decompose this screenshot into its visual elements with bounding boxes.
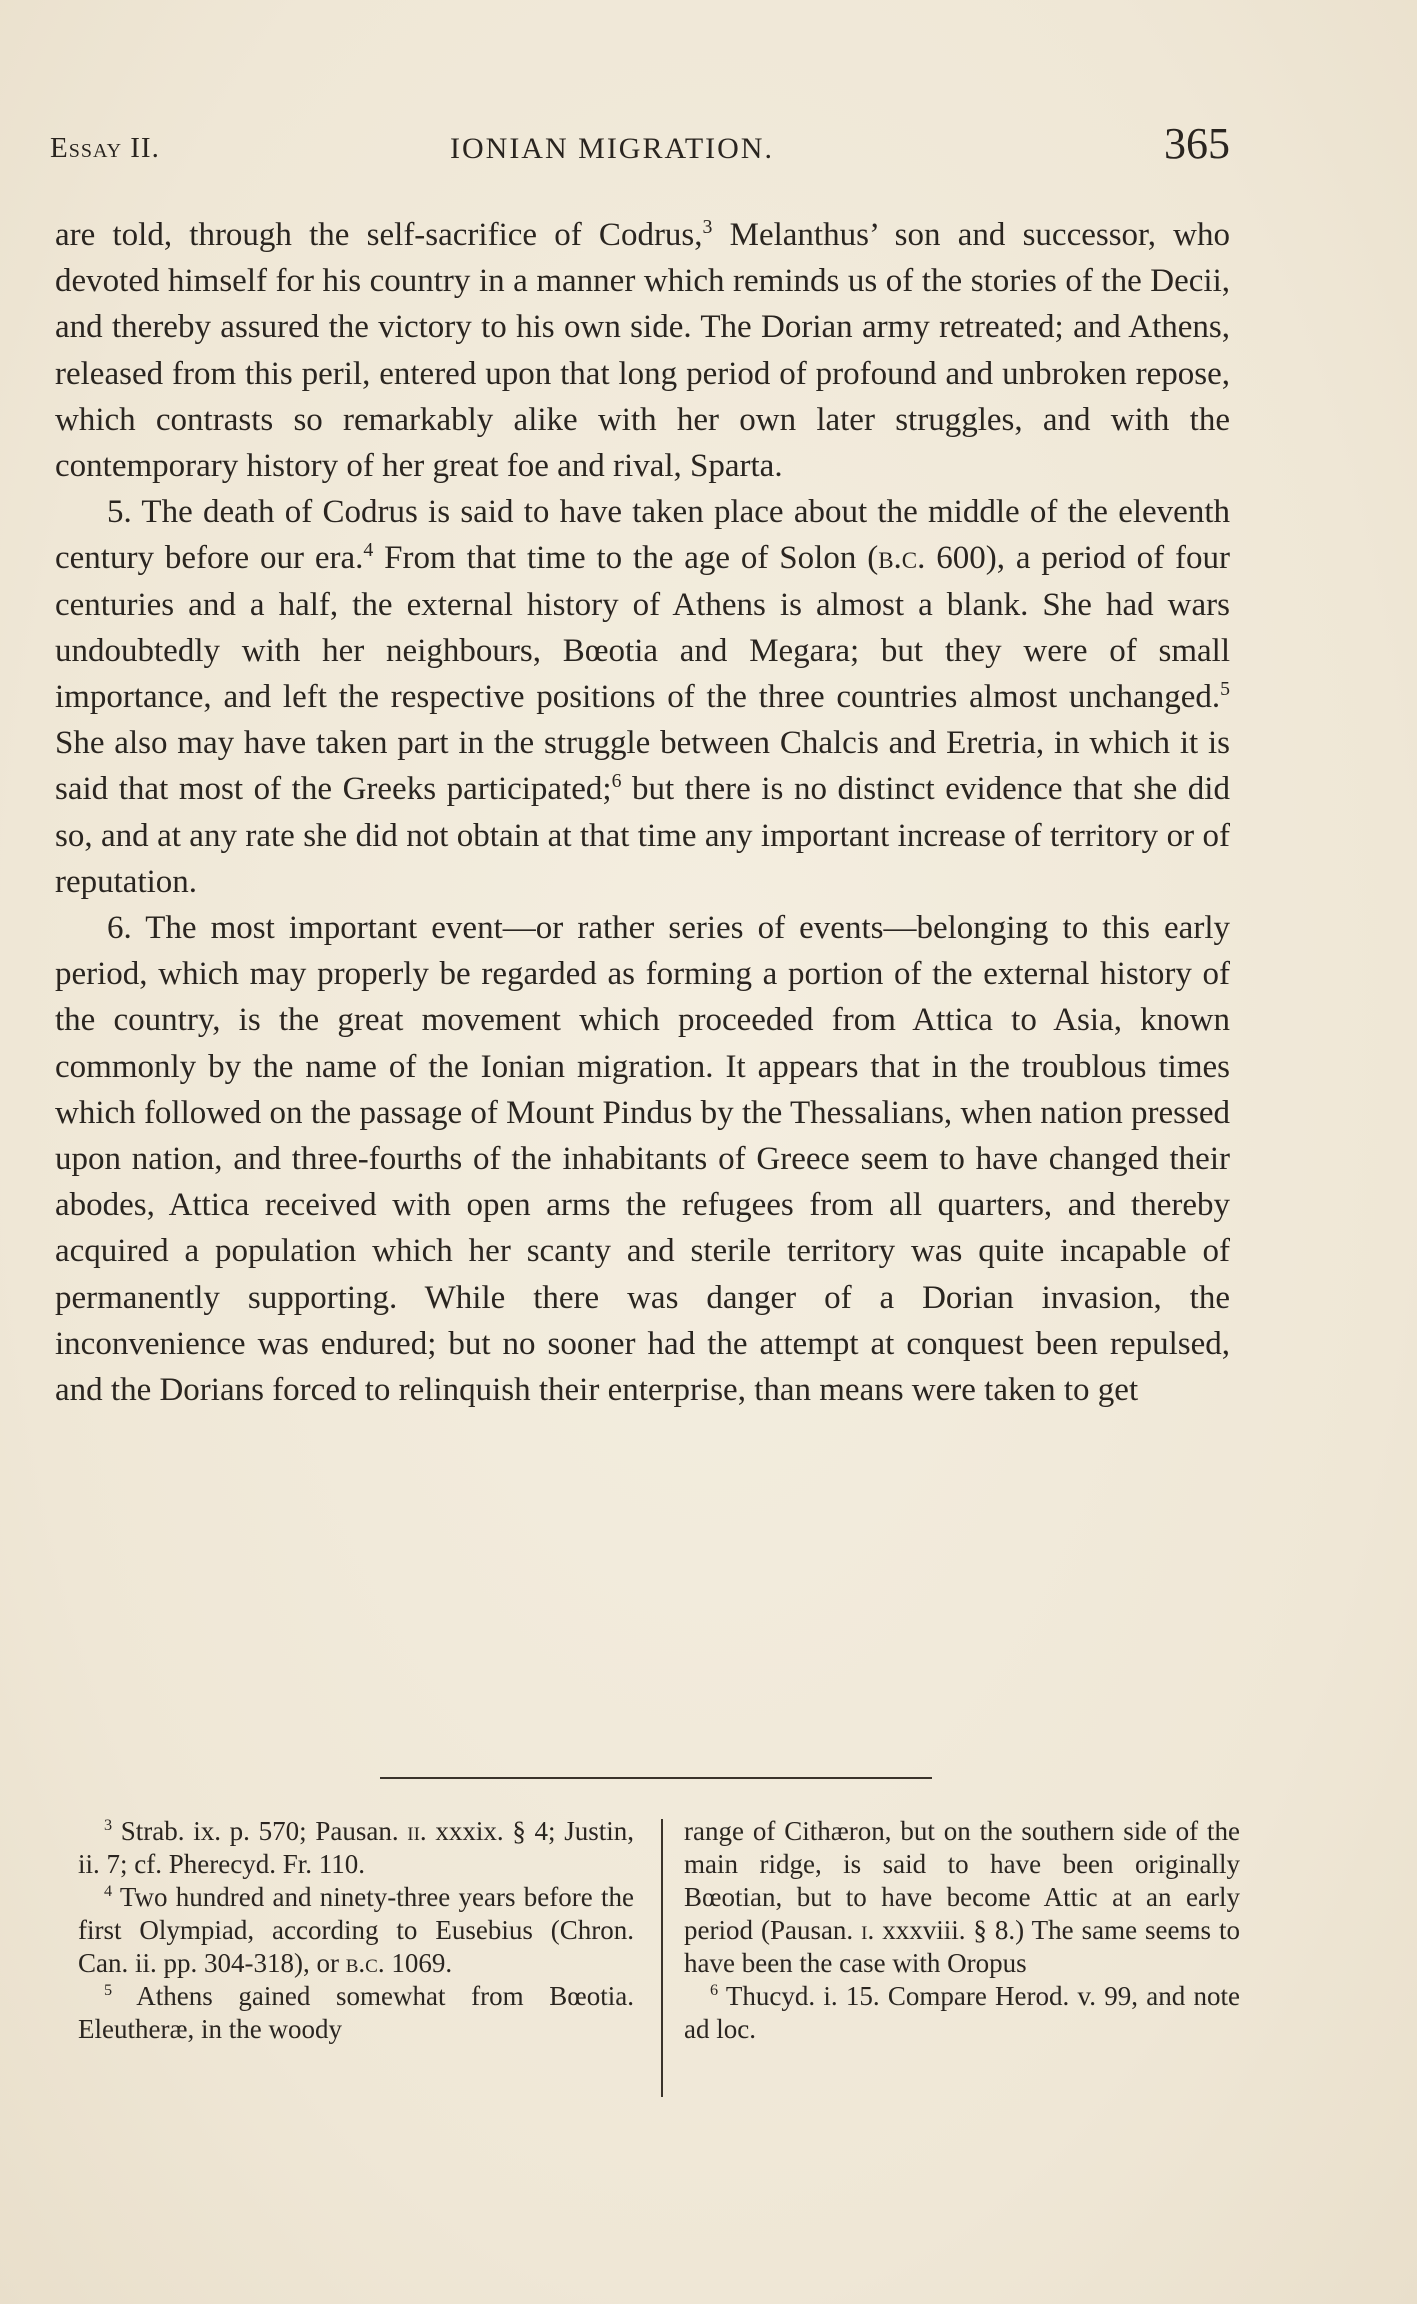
column-divider (661, 1819, 663, 2097)
running-title: IONIAN MIGRATION. (450, 132, 774, 165)
bc-abbrev: b.c. (345, 1948, 385, 1978)
footnote-4 (78, 1881, 634, 1980)
text-run: 1069. (384, 1948, 453, 1978)
text-run: 600), a period of four centuries and a half, the external history of Athens is almost a blank. She had wars undoubtedly with her neighbours, Bœotia and Megara; but they were of small importance, and left the respective positions of the three countries almost unchanged. (55, 540, 1230, 716)
text-run: Thucyd. i. 15. Compare Herod. v. 99, and note ad loc. (684, 1981, 1240, 2044)
bc-abbrev: b.c. (878, 540, 926, 577)
paragraph-5 (55, 489, 1230, 905)
footnote-number: 5 (104, 1981, 113, 1999)
footnote-number: 3 (104, 1816, 113, 1834)
footnote-number: 6 (710, 1981, 719, 1999)
footnotes (78, 1815, 1238, 2095)
paragraph-6 (55, 905, 1230, 1413)
text-run: From that time to the age of Solon ( (373, 540, 879, 577)
paragraph-continued (55, 212, 1230, 489)
text-run: xxxviii. § 8.) The same seems to have been the case with Oropus (684, 1915, 1240, 1978)
footnote-ref-6: 6 (611, 770, 622, 793)
text-run: 5. The death of Codrus is said to have taken place about the middle of the eleventh century before our era. (55, 494, 1230, 577)
footnote-number: 4 (104, 1882, 113, 1900)
text-run: 6. The most important event—or rather series of events—belonging to this early period, which may properly be regarded as forming a portion of the external history of the country, is the great movement which proceeded from Attica to Asia, known commonly by the name of the Ionian migration. It appears that in the troublous times which followed on the passage of Mount Pindus by the Thessalians, when nation pressed upon nation, and three-fourths of the inhabitants of Greece seem to have changed their abodes, Attica received with open arms the refugees from all quarters, and thereby acquired a population which her scanty and sterile territory was quite incapable of permanently supporting. While there was danger of a Dorian invasion, the inconvenience was endured; but no sooner had the attempt at conquest been repulsed, and the Dorians forced to relinquish their enterprise, than means were taken to get (55, 910, 1230, 1409)
text-run: xxxix. § 4; Justin, ii. 7; cf. Pherecyd. Fr. 110. (78, 1816, 634, 1879)
text-run: range of Cithæron, but on the southern side of the main ridge, is said to have been originally Bœotian, but to have become Attic at an early period (Pausan. (684, 1816, 1240, 1945)
footnote-column-right (684, 1815, 1240, 2046)
text-run: Athens gained somewhat from Bœotia. Eleutheræ, in the woody (78, 1981, 634, 2044)
roman-numeral: i. (861, 1915, 875, 1945)
footnote-ref-5: 5 (1220, 678, 1230, 701)
text-run: Two hundred and ninety-three years before the first Olympiad, according to Eusebius (Chron. Can. ii. pp. 304-318), or (78, 1882, 634, 1978)
footnote-3 (78, 1815, 634, 1881)
essay-label: Essay II. (50, 132, 160, 164)
main-text (55, 212, 1230, 1413)
footnote-ref-3: 3 (702, 216, 713, 238)
running-header (50, 118, 1230, 178)
text-run: She also may have taken part in the struggle between Chalcis and Eretria, in which it is said that most of the Greeks participated; (55, 725, 1230, 808)
text-run: are told, through the self-sacrifice of Codrus, (55, 217, 703, 253)
text-run: Strab. ix. p. 570; Pausan. (112, 1816, 408, 1846)
footnote-6 (684, 1980, 1240, 2046)
footnote-5 (78, 1980, 634, 2046)
footnote-rule (380, 1777, 932, 1779)
footnote-ref-4: 4 (363, 539, 374, 562)
page-number: 365 (1164, 119, 1230, 168)
text-run: Melanthus’ son and successor, who devoted himself for his country in a manner which reminds us of the stories of the Decii, and thereby assured the victory to his own side. The Dorian army retreated; and Athens, released from this peril, entered upon that long period of profound and unbroken repose, which contrasts so remarkably alike with her own later struggles, and with the contemporary history of her great foe and rival, Sparta. (55, 217, 1230, 485)
roman-numeral: ii. (407, 1816, 427, 1846)
footnote-column-left (78, 1815, 634, 2046)
footnote-5-continued (684, 1815, 1240, 1980)
text-run: but there is no distinct evidence that she did so, and at any rate she did not obtain at that time any important increase of territory or of reputation. (55, 771, 1230, 900)
